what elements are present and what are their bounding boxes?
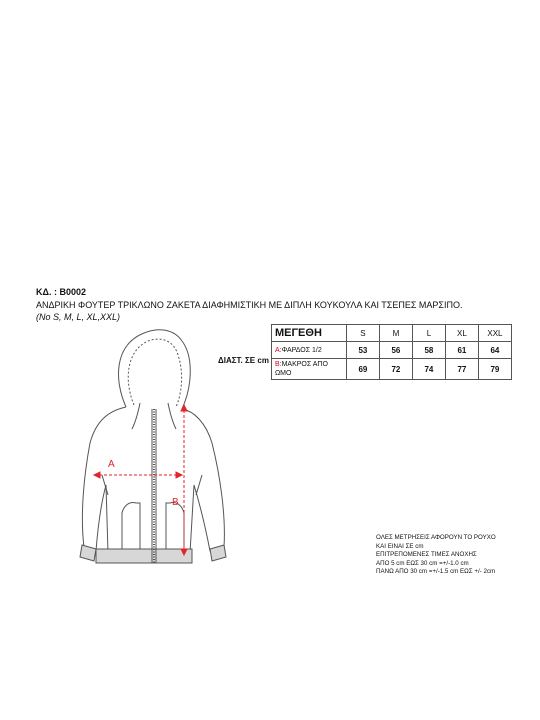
measure-a-arrow bbox=[94, 472, 182, 478]
table-cell: 53 bbox=[346, 342, 379, 359]
cuff-left bbox=[80, 545, 96, 561]
pocket-outline-right bbox=[166, 502, 184, 549]
side-pocket-right bbox=[196, 475, 202, 495]
available-sizes: (Νο S, M, L, XL,XXL) bbox=[36, 312, 121, 322]
pocket-outline bbox=[122, 502, 140, 549]
table-cell: 64 bbox=[478, 342, 511, 359]
table-cell: 77 bbox=[445, 359, 478, 380]
note-line: ΟΛΕΣ ΜΕΤΡΗΣΕΙΣ ΑΦΟΡΟΥΝ ΤΟ ΡΟΥΧΟ bbox=[376, 534, 496, 541]
row-key-b: B: bbox=[274, 361, 282, 368]
table-cell: 69 bbox=[346, 359, 379, 380]
hood-inner bbox=[128, 339, 181, 407]
table-cell: 79 bbox=[478, 359, 511, 380]
size-header-m: M bbox=[379, 325, 412, 342]
table-cell: 74 bbox=[412, 359, 445, 380]
cuff-right bbox=[210, 545, 226, 561]
table-cell: 56 bbox=[379, 342, 412, 359]
size-table bbox=[215, 324, 512, 380]
drawstrings bbox=[132, 403, 176, 429]
row-header-dimensions: ΔΙΑΣΤ. ΣΕ cm bbox=[218, 356, 269, 365]
product-description: ΑΝΔΡΙΚΗ ΦΟΥΤΕΡ ΤΡΙΚΛΩΝΟ ΖΑΚΕΤΑ ΔΙΑΦΗΜΙΣΤΙΚΗ ΜΕ ΔΙΠΛΗ ΚΟΥΚΟΥΛΑ ΚΑΙ ΤΣΕΠΕΣ ΜΑΡΣΙΠΟ. bbox=[36, 300, 463, 310]
measure-b-arrow bbox=[181, 405, 187, 555]
measurement-notes bbox=[376, 534, 526, 577]
size-header-s: S bbox=[346, 325, 379, 342]
table-cell: 72 bbox=[379, 359, 412, 380]
product-code: ΚΔ. : Β0002 bbox=[36, 287, 86, 297]
zipper bbox=[152, 409, 156, 563]
note-line: ΑΠΟ 5 cm ΕΩΣ 30 cm =+/-1.0 cm bbox=[376, 559, 469, 567]
size-table-spacer bbox=[215, 325, 271, 342]
size-table-header bbox=[215, 325, 511, 342]
label-b: B bbox=[172, 497, 179, 508]
row-label-length: B:ΜΑΚΡΟΣ ΑΠΟ ΩΜΟ bbox=[271, 359, 346, 380]
side-pocket-left bbox=[102, 475, 108, 495]
note-line: ΕΠΙΤΡΕΠΟΜΕΝΕΣ ΤΙΜΕΣ ΑΝΟΧΗΣ bbox=[376, 551, 477, 559]
table-cell: 58 bbox=[412, 342, 445, 359]
label-a: A bbox=[108, 459, 115, 470]
size-table-title: ΜΕΓΕΘΗ bbox=[271, 325, 346, 342]
size-header-xl: XL bbox=[445, 325, 478, 342]
size-header-l: L bbox=[412, 325, 445, 342]
row-key-a: A: bbox=[274, 346, 282, 354]
product-header bbox=[36, 286, 516, 323]
size-header-xxl: XXL bbox=[478, 325, 511, 342]
row-label-width: A:ΦΑΡΔΟΣ 1/2 bbox=[271, 342, 346, 359]
note-line: ΠΑΝΩ ΑΠΟ 30 cm =+/-1.5 cm ΕΩΣ +/- 2cm bbox=[376, 568, 496, 576]
waistband bbox=[96, 549, 192, 563]
table-row bbox=[215, 342, 511, 359]
note-line: ΚΑΙ ΕΙΝΑΙ ΣΕ cm bbox=[376, 542, 424, 550]
table-cell: 61 bbox=[445, 342, 478, 359]
